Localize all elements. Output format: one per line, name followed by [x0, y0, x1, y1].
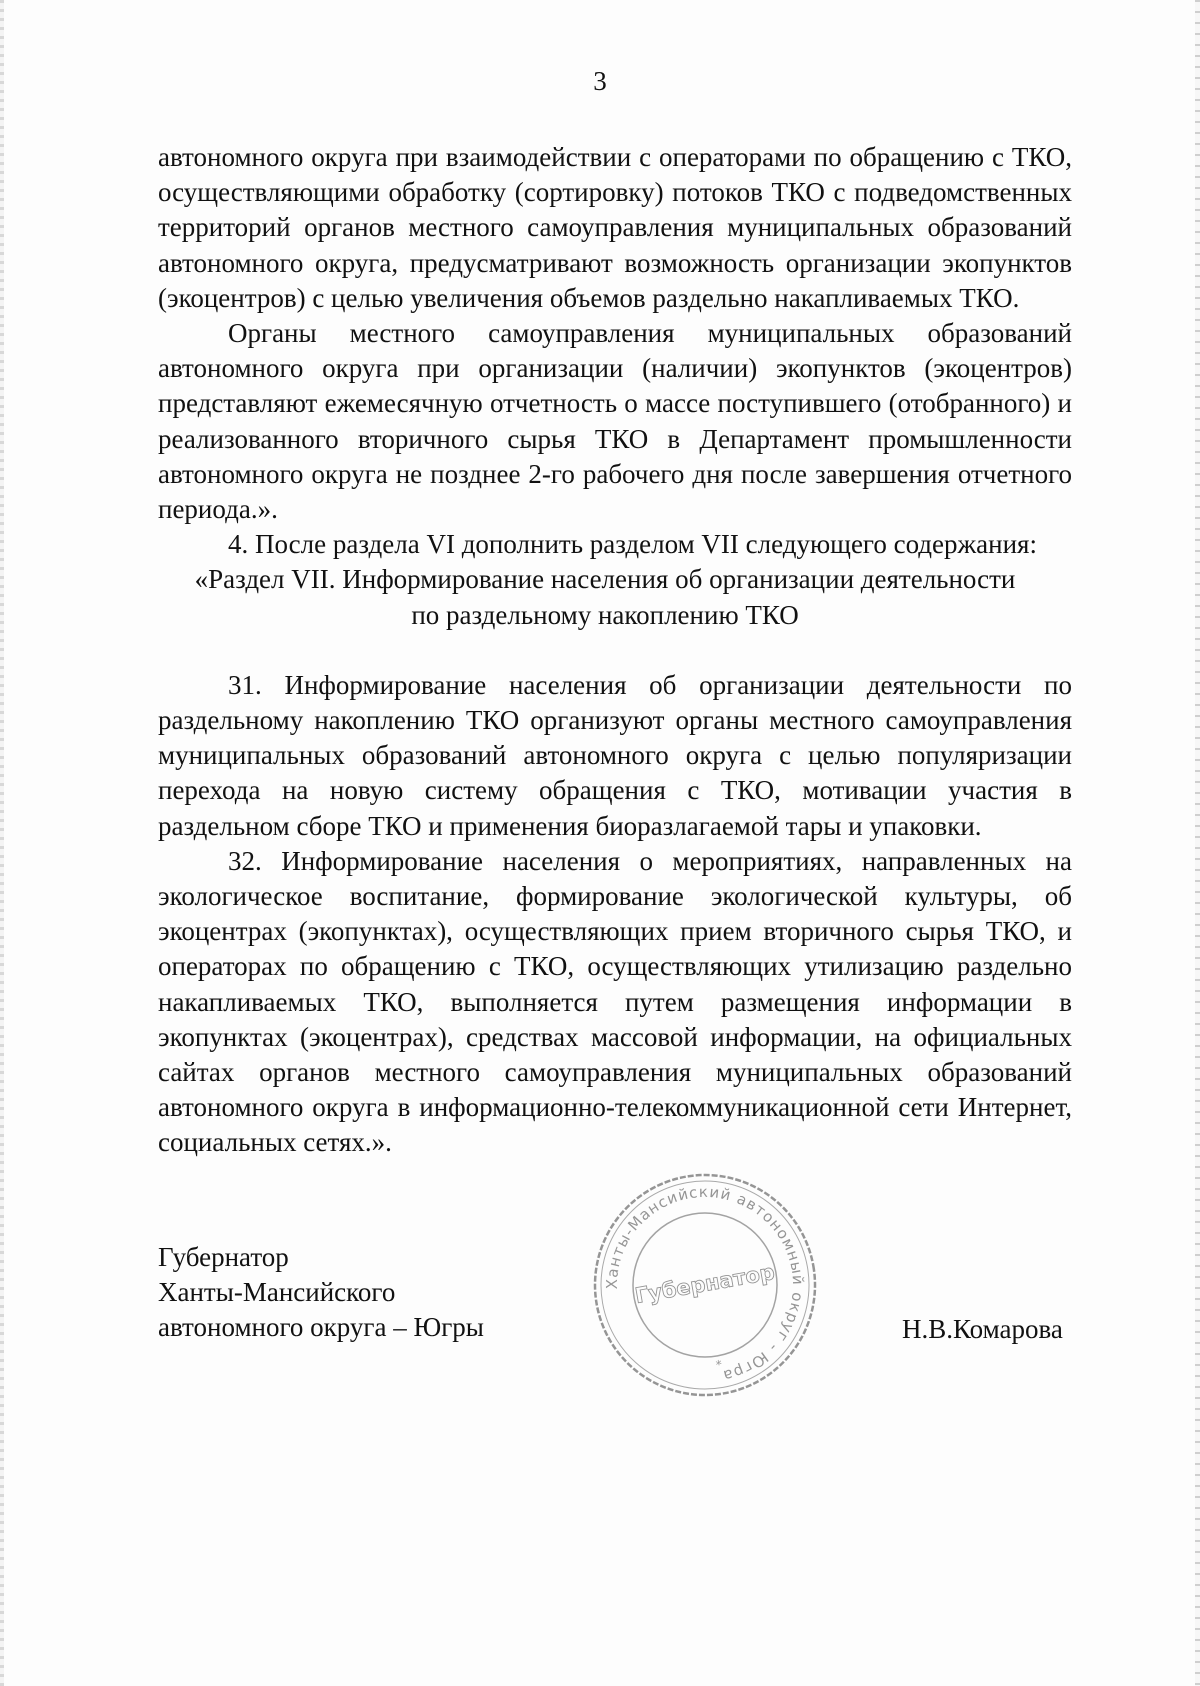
document-body [158, 140, 1072, 1161]
signer-title-line-1: Губернатор [158, 1242, 289, 1272]
blank-line [158, 633, 1072, 668]
official-seal-stamp [572, 1152, 838, 1418]
signature-block [158, 1182, 1072, 1440]
seal-star-icon: * [714, 1357, 724, 1373]
item-31: 31. Информирование населения об организации деятельности по раздельному накоплению ТКО организуют органы местного самоуправления муниципальных образований автономного округа с целью популяризации перехода на новую систему обращения с ТКО, мотивации участия в раздельном сборе ТКО и применения биоразлагаемой тары и упаковки. [158, 669, 1072, 841]
signer-title [158, 1240, 484, 1346]
signer-title-line-3: автономного округа – Югры [158, 1312, 484, 1343]
signer-name: Н.В.Комарова [902, 1314, 1063, 1344]
scan-edge-right [1195, 0, 1200, 1686]
scan-edge-left [0, 0, 4, 1686]
seal-inner-text: Губернатор [633, 1259, 777, 1309]
page-number: 3 [593, 66, 607, 96]
signer-title-line-2: Ханты-Мансийского [158, 1277, 396, 1308]
paragraph-continuation: автономного округа при взаимодействии с операторами по обращению с ТКО, осуществляющими обработку (сортировку) потоков ТКО с подведомственных территорий органов местного самоуправления муниципальных образований автономного округа, предусматривают возможность организации экопунктов (экоцентров) с целью увеличения объемов раздельно накапливаемых ТКО. [158, 142, 1072, 313]
item-32: 32. Информирование населения о мероприятиях, направленных на экологическое воспитание, формирование экологической культуры, об экоцентрах (экопунктах), осуществляющих прием вторичного сырья ТКО, и операторах по обращению с ТКО, осуществляющих утилизацию раздельно накапливаемых ТКО, выполняется путем размещения информации в экопунктах (экоцентрах), средствах массовой информации, на официальных сайтах органов местного самоуправления муниципальных образований автономного округа в информационно-телекоммуникационной сети Интернет, социальных сетях.». [158, 845, 1072, 1158]
paragraph-reporting: Органы местного самоуправления муниципальных образований автономного округа при организации (наличии) экопунктов (экоцентров) представляют ежемесячную отчетность о массе поступившего (отобранного) и реализованного вторичного сырья ТКО в Департамент промышленности автономного округа не позднее 2-го рабочего дня после завершения отчетного периода.». [158, 318, 1072, 525]
section-heading-line-2: по раздельному накоплению ТКО [411, 599, 799, 630]
paragraph-amendment-4: 4. После раздела VI дополнить разделом VII следующего содержания: [228, 529, 1037, 560]
section-heading-line-1: «Раздел VII. Информирование населения об организации деятельности [194, 564, 1016, 595]
seal-outer-text: Ханты-Мансийский автономный округ - Югра [602, 1182, 808, 1386]
